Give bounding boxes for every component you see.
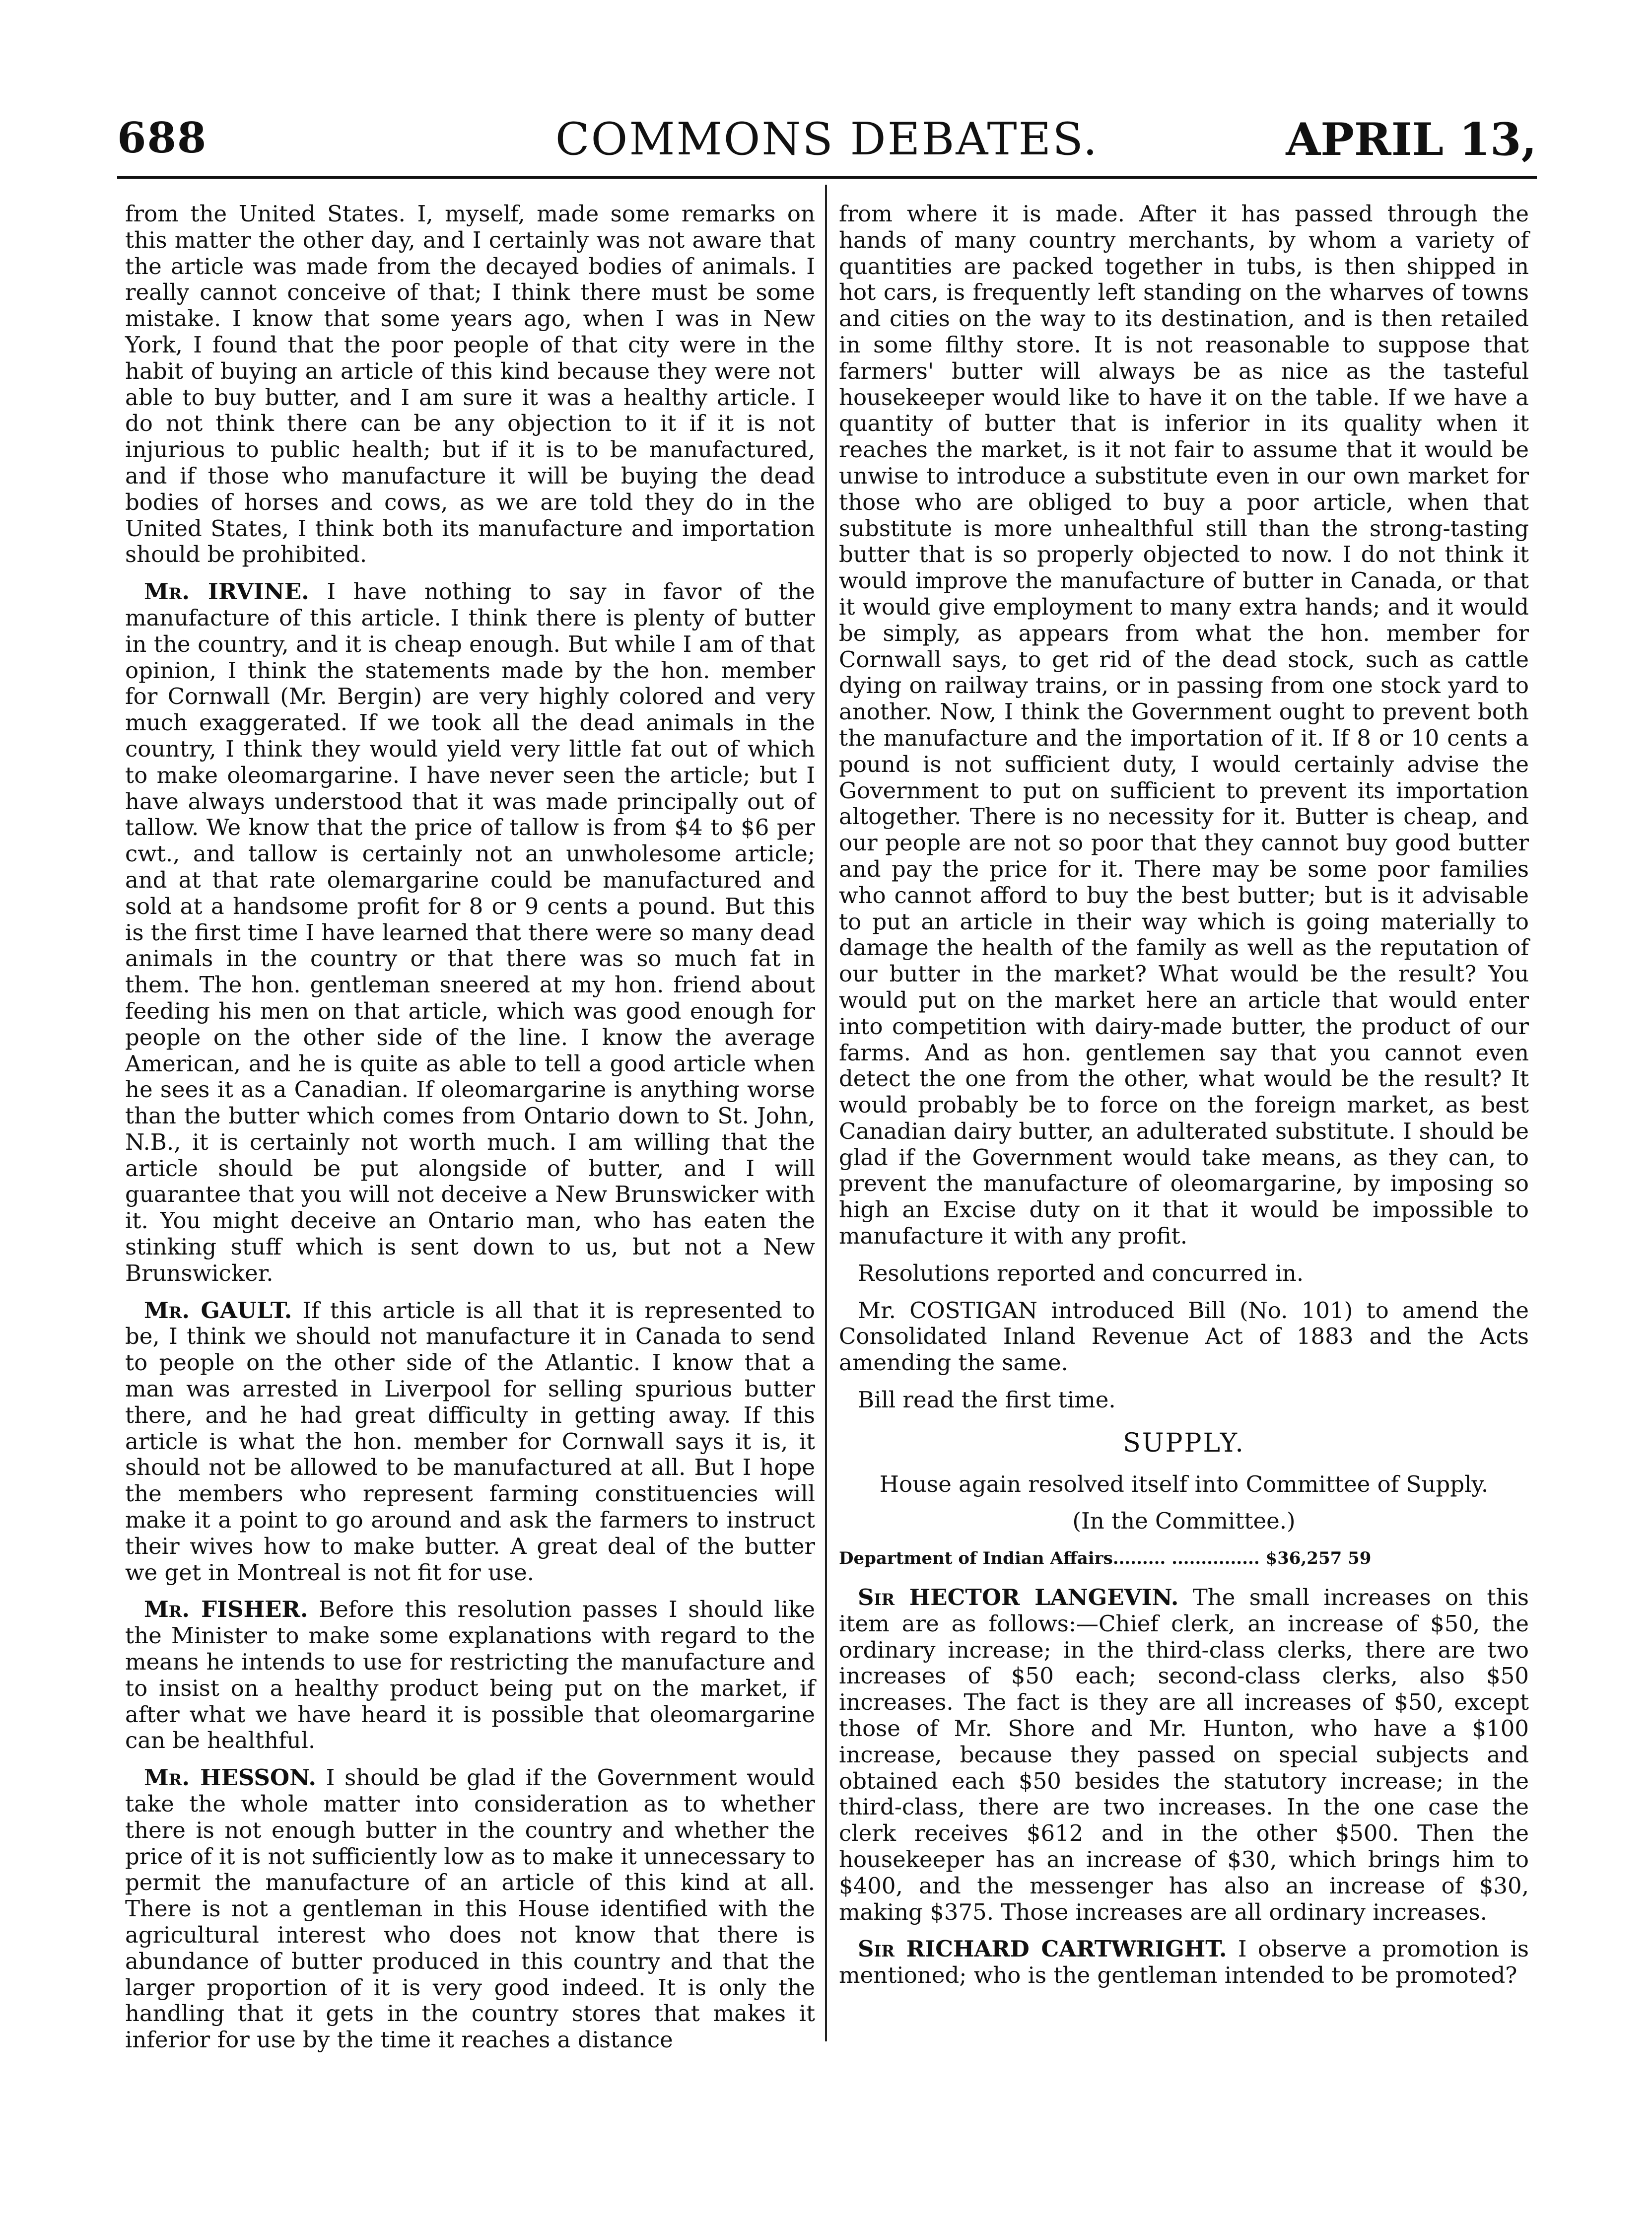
column-divider bbox=[825, 185, 827, 2041]
speaker-name: Mr. FISHER. bbox=[144, 1596, 308, 1623]
speech-fisher bbox=[125, 1597, 815, 1754]
speech-text: I should be glad if the Government would take the whole matter into consideration as to whether there is not enough butter in the country and whether the price of it is not sufficiently low as to make it unnecessary to permit the manufacture of an article of this kind at all. There is not a gentleman in this House identified with the agricultural interest who does not know that there is abundance of butter produced in this country and that the larger proportion of it is very good indeed. It is only the handling that it gets in the country stores that makes it inferior for use by the time it reaches a distance bbox=[125, 1764, 815, 2053]
speech-langevin bbox=[839, 1585, 1529, 1925]
speech-text: Before this resolution passes I should like the Minister to make some explanations with regard to the means he intends to use for restricting the manufacture and to insist on a healthy product being put on the market, if after what we have heard it is possible that oleomargarine can be healthful. bbox=[125, 1596, 815, 1754]
header-rule bbox=[117, 176, 1537, 179]
section-heading: SUPPLY. bbox=[1123, 1428, 1245, 1458]
page-number: 688 bbox=[117, 113, 207, 162]
bill-introduction: Mr. COSTIGAN introduced Bill (No. 101) to amend the Consolidated Inland Revenue Act of 1883 and the Acts amending the same. bbox=[839, 1297, 1529, 1376]
resolution-note: Resolutions reported and concurred in. bbox=[858, 1259, 1304, 1286]
speech-hesson bbox=[125, 1765, 815, 2053]
speech-irvine bbox=[125, 579, 815, 1287]
left-column bbox=[125, 201, 815, 2064]
speech-cartwright bbox=[839, 1936, 1529, 1989]
bill-reading: Bill read the first time. bbox=[858, 1387, 1116, 1413]
paragraph: from the United States. I, myself, made some remarks on this matter the other day, and I certainly was not aware that the article was made from the decayed bodies of animals. I really cannot conceive of that; I think there must be some mistake. I know that some years ago, when I was in New York, I found that the poor people of that city were in the habit of buying an article of this kind because they were not able to buy butter, and I am sure it was a healthy article. I do not think there can be any objection to it if it is not injurious to public health; but if it is to be manufactured, and if those who manufacture it will be buying the dead bodies of horses and cows, as we are told they do in the United States, I think both its manufacture and importation should be prohibited. bbox=[125, 201, 815, 568]
speaker-name: Mr. GAULT. bbox=[144, 1297, 292, 1324]
page-header bbox=[117, 113, 1537, 173]
speaker-name: Mr. HESSON. bbox=[144, 1764, 317, 1791]
speech-text: I have nothing to say in favor of the manufacture of this article. I think there is plenty of butter in the country, and it is cheap enough. But while I am of that opinion, I think the statements made by the hon. member for Cornwall (Mr. Bergin) are very highly colored and very much exaggerated. If we took all the dead animals in the country, I think they would yield very little fat out of which to make oleomargarine. I have never seen the article; but I have always understood that it was made principally out of tallow. We know that the price of tallow is from $4 to $6 per cwt., and tallow is certainly not an unwholesome article; and at that rate olemargarine could be manufactured and sold at a handsome profit for 8 or 9 cents a pound. But this is the first time I have learned that there were so many dead animals in the country or that there was so much fat in them. The hon. gentleman sneered at my hon. friend about feeding his men on that article, which was good enough for people on the other side of the line. I know the average American, and he is quite as able to tell a good article when he sees it as a Canadian. If oleomargarine is anything worse than the butter which comes from Ontario down to St. John, N.B., it is certainly not worth much. I am willing that the article should be put alongside of butter, and I will guarantee that you will not deceive a New Brunswicker with it. You might deceive an Ontario man, who has eaten the stinking stuff which is sent down to us, but not a New Brunswicker. bbox=[125, 578, 815, 1286]
committee-note: House again resolved itself into Committee of Supply. bbox=[879, 1470, 1489, 1497]
right-column bbox=[839, 201, 1529, 2000]
paragraph: from where it is made. After it has passed through the hands of many country merchants, by whom a variety of quantities are packed together in tubs, is then shipped in hot cars, is frequently left standing on the wharves of towns and cities on the way to its destination, and is then retailed in some filthy store. It is not reasonable to suppose that farmers' butter will always be as nice as the tasteful housekeeper would like to have it on the table. If we have a quantity of butter that is inferior in its quality when it reaches the market, is it not fair to assume that it would be unwise to introduce a substitute even in our own market for those who are obliged to buy a poor article, when that substitute is more unhealthful still than the strong-tasting butter that is so properly objected to now. I do not think it would improve the manufacture of butter in Canada, or that it would give employment to many extra hands; and it would be simply, as appears from what the hon. member for Cornwall says, to get rid of the dead stock, such as cattle dying on railway trains, or in passing from one stock yard to another. Now, I think the Government ought to prevent both the manufacture and the importation of it. If 8 or 10 cents a pound is not sufficient duty, I would certainly advise the Government to put on sufficient to prevent its importation altogether. There is no necessity for it. Butter is cheap, and our people are not so poor that they cannot buy good butter and pay the price for it. There may be some poor families who cannot afford to buy the best butter; but is it advisable to put an article in their way which is going materially to damage the health of the family as well as the reputation of our butter in the market? What would be the result? You would put on the market here an article that would enter into competition with dairy-made butter, the product of our farms. And as hon. gentlemen say that you cannot even detect the one from the other, what would be the result? It would probably be to force on the foreign market, as best Canadian dairy butter, an adulterated substitute. I should be glad if the Government would take means, as they can, to prevent the manufacture of oleomargarine, by imposing so high an Excise duty on it that it would be impossible to manufacture it with any profit. bbox=[839, 201, 1529, 1250]
running-date: APRIL 13, bbox=[1286, 113, 1537, 166]
speech-text: If this article is all that it is represented to be, I think we should not manufacture it in Canada to send to people on the other side of the Atlantic. I know that a man was arrested in Liverpool for selling spurious butter there, and he had great difficulty in getting away. If this article is what the hon. member for Cornwall says it is, it should not be allowed to be manufactured at all. But I hope the members who represent farming constituencies will make it a point to go around and ask the farmers to instruct their wives how to make butter. A great deal of the butter we get in Montreal is not fit for use. bbox=[125, 1297, 815, 1586]
committee-label: (In the Committee.) bbox=[1072, 1508, 1296, 1535]
speech-text: I observe a promotion is mentioned; who is the gentleman intended to be promoted? bbox=[839, 1936, 1529, 1989]
speech-gault bbox=[125, 1298, 815, 1586]
running-title: COMMONS DEBATES. bbox=[555, 113, 1099, 165]
speech-text: The small increases on this item are as follows:—Chief clerk, an increase of $50, the ordinary increase; in the third-class clerks, there are two increases of $50 each; second-class clerks, also $50 increases. The fact is they are all increases of $50, except those of Mr. Shore and Mr. Hunton, who have a $100 increase, because they passed on special subjects and obtained each $50 besides the statutory increase; in the third-class, there are two increases. In the one case the clerk receives $612 and in the other $500. Then the housekeeper has an increase of $30, which brings him to $400, and the messenger has also an increase of $30, making $375. Those increases are all ordinary increases. bbox=[839, 1584, 1529, 1925]
speaker-name: Sir HECTOR LANGEVIN. bbox=[858, 1584, 1179, 1611]
speaker-name: Mr. IRVINE. bbox=[144, 578, 309, 605]
supply-item: Department of Indian Affairs......... ............... $36,257 59 bbox=[839, 1548, 1372, 1569]
speaker-name: Sir RICHARD CARTWRIGHT. bbox=[858, 1936, 1227, 1962]
